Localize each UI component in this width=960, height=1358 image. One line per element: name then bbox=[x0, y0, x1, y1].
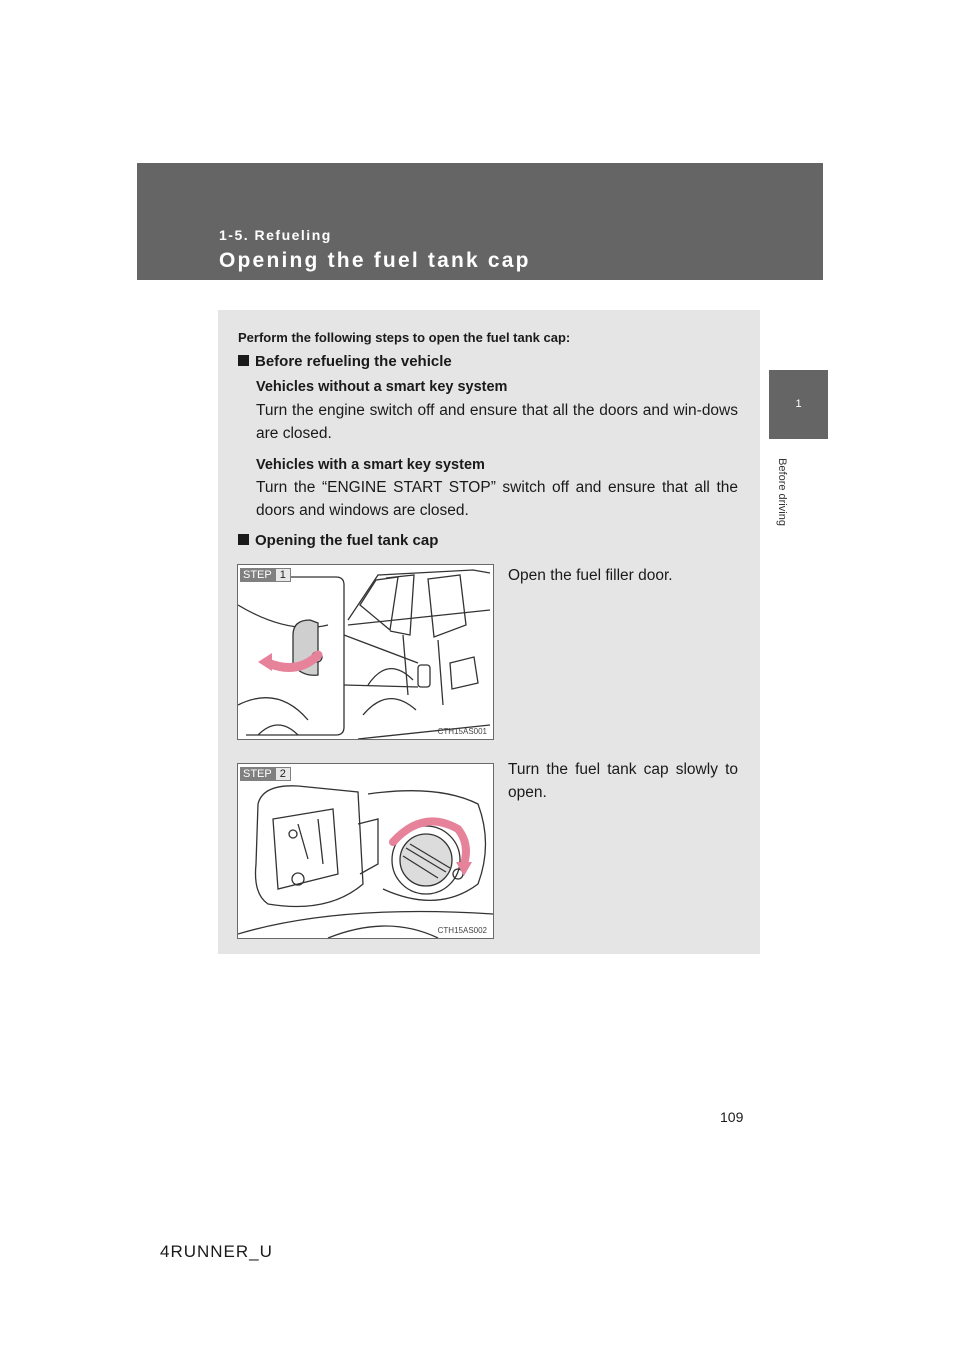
figure-step-1 bbox=[237, 564, 494, 740]
figure-code: CTH15AS002 bbox=[437, 926, 487, 935]
square-bullet-icon bbox=[238, 355, 249, 366]
text-with-smart-key: Turn the “ENGINE START STOP” switch off and ensure that all the doors and windows are closed. bbox=[256, 479, 738, 519]
label-with-smart-key: Vehicles with a smart key system bbox=[256, 457, 485, 473]
step-badge: STEP 2 bbox=[240, 767, 291, 781]
page-title: Opening the fuel tank cap bbox=[219, 249, 531, 272]
document-code: 4RUNNER_U bbox=[160, 1242, 273, 1261]
figure-code: CTH15AS001 bbox=[437, 727, 487, 736]
step-1-text: Open the fuel filler door. bbox=[508, 567, 673, 584]
intro-text: Perform the following steps to open the fuel tank cap: bbox=[238, 330, 571, 345]
figure-step-2 bbox=[237, 763, 494, 939]
square-bullet-icon bbox=[238, 534, 249, 545]
content-panel bbox=[218, 310, 760, 954]
subheading-before-refueling: Before refueling the vehicle bbox=[238, 353, 452, 370]
page-header bbox=[137, 163, 823, 280]
page-number: 109 bbox=[720, 1109, 744, 1125]
step-badge: STEP 1 bbox=[240, 568, 291, 582]
subheading-opening-cap: Opening the fuel tank cap bbox=[238, 532, 438, 549]
label-without-smart-key: Vehicles without a smart key system bbox=[256, 379, 508, 395]
section-label: 1-5. Refueling bbox=[219, 227, 332, 243]
chapter-tab[interactable]: 1 bbox=[769, 370, 828, 439]
fuel-tank-cap-illustration bbox=[238, 764, 493, 938]
chapter-label: Before driving bbox=[776, 458, 788, 526]
fuel-filler-door-illustration bbox=[238, 565, 493, 739]
text-without-smart-key: Turn the engine switch off and ensure that all the doors and win-dows are closed. bbox=[256, 402, 738, 442]
step-2-text: Turn the fuel tank cap slowly to open. bbox=[508, 761, 738, 801]
